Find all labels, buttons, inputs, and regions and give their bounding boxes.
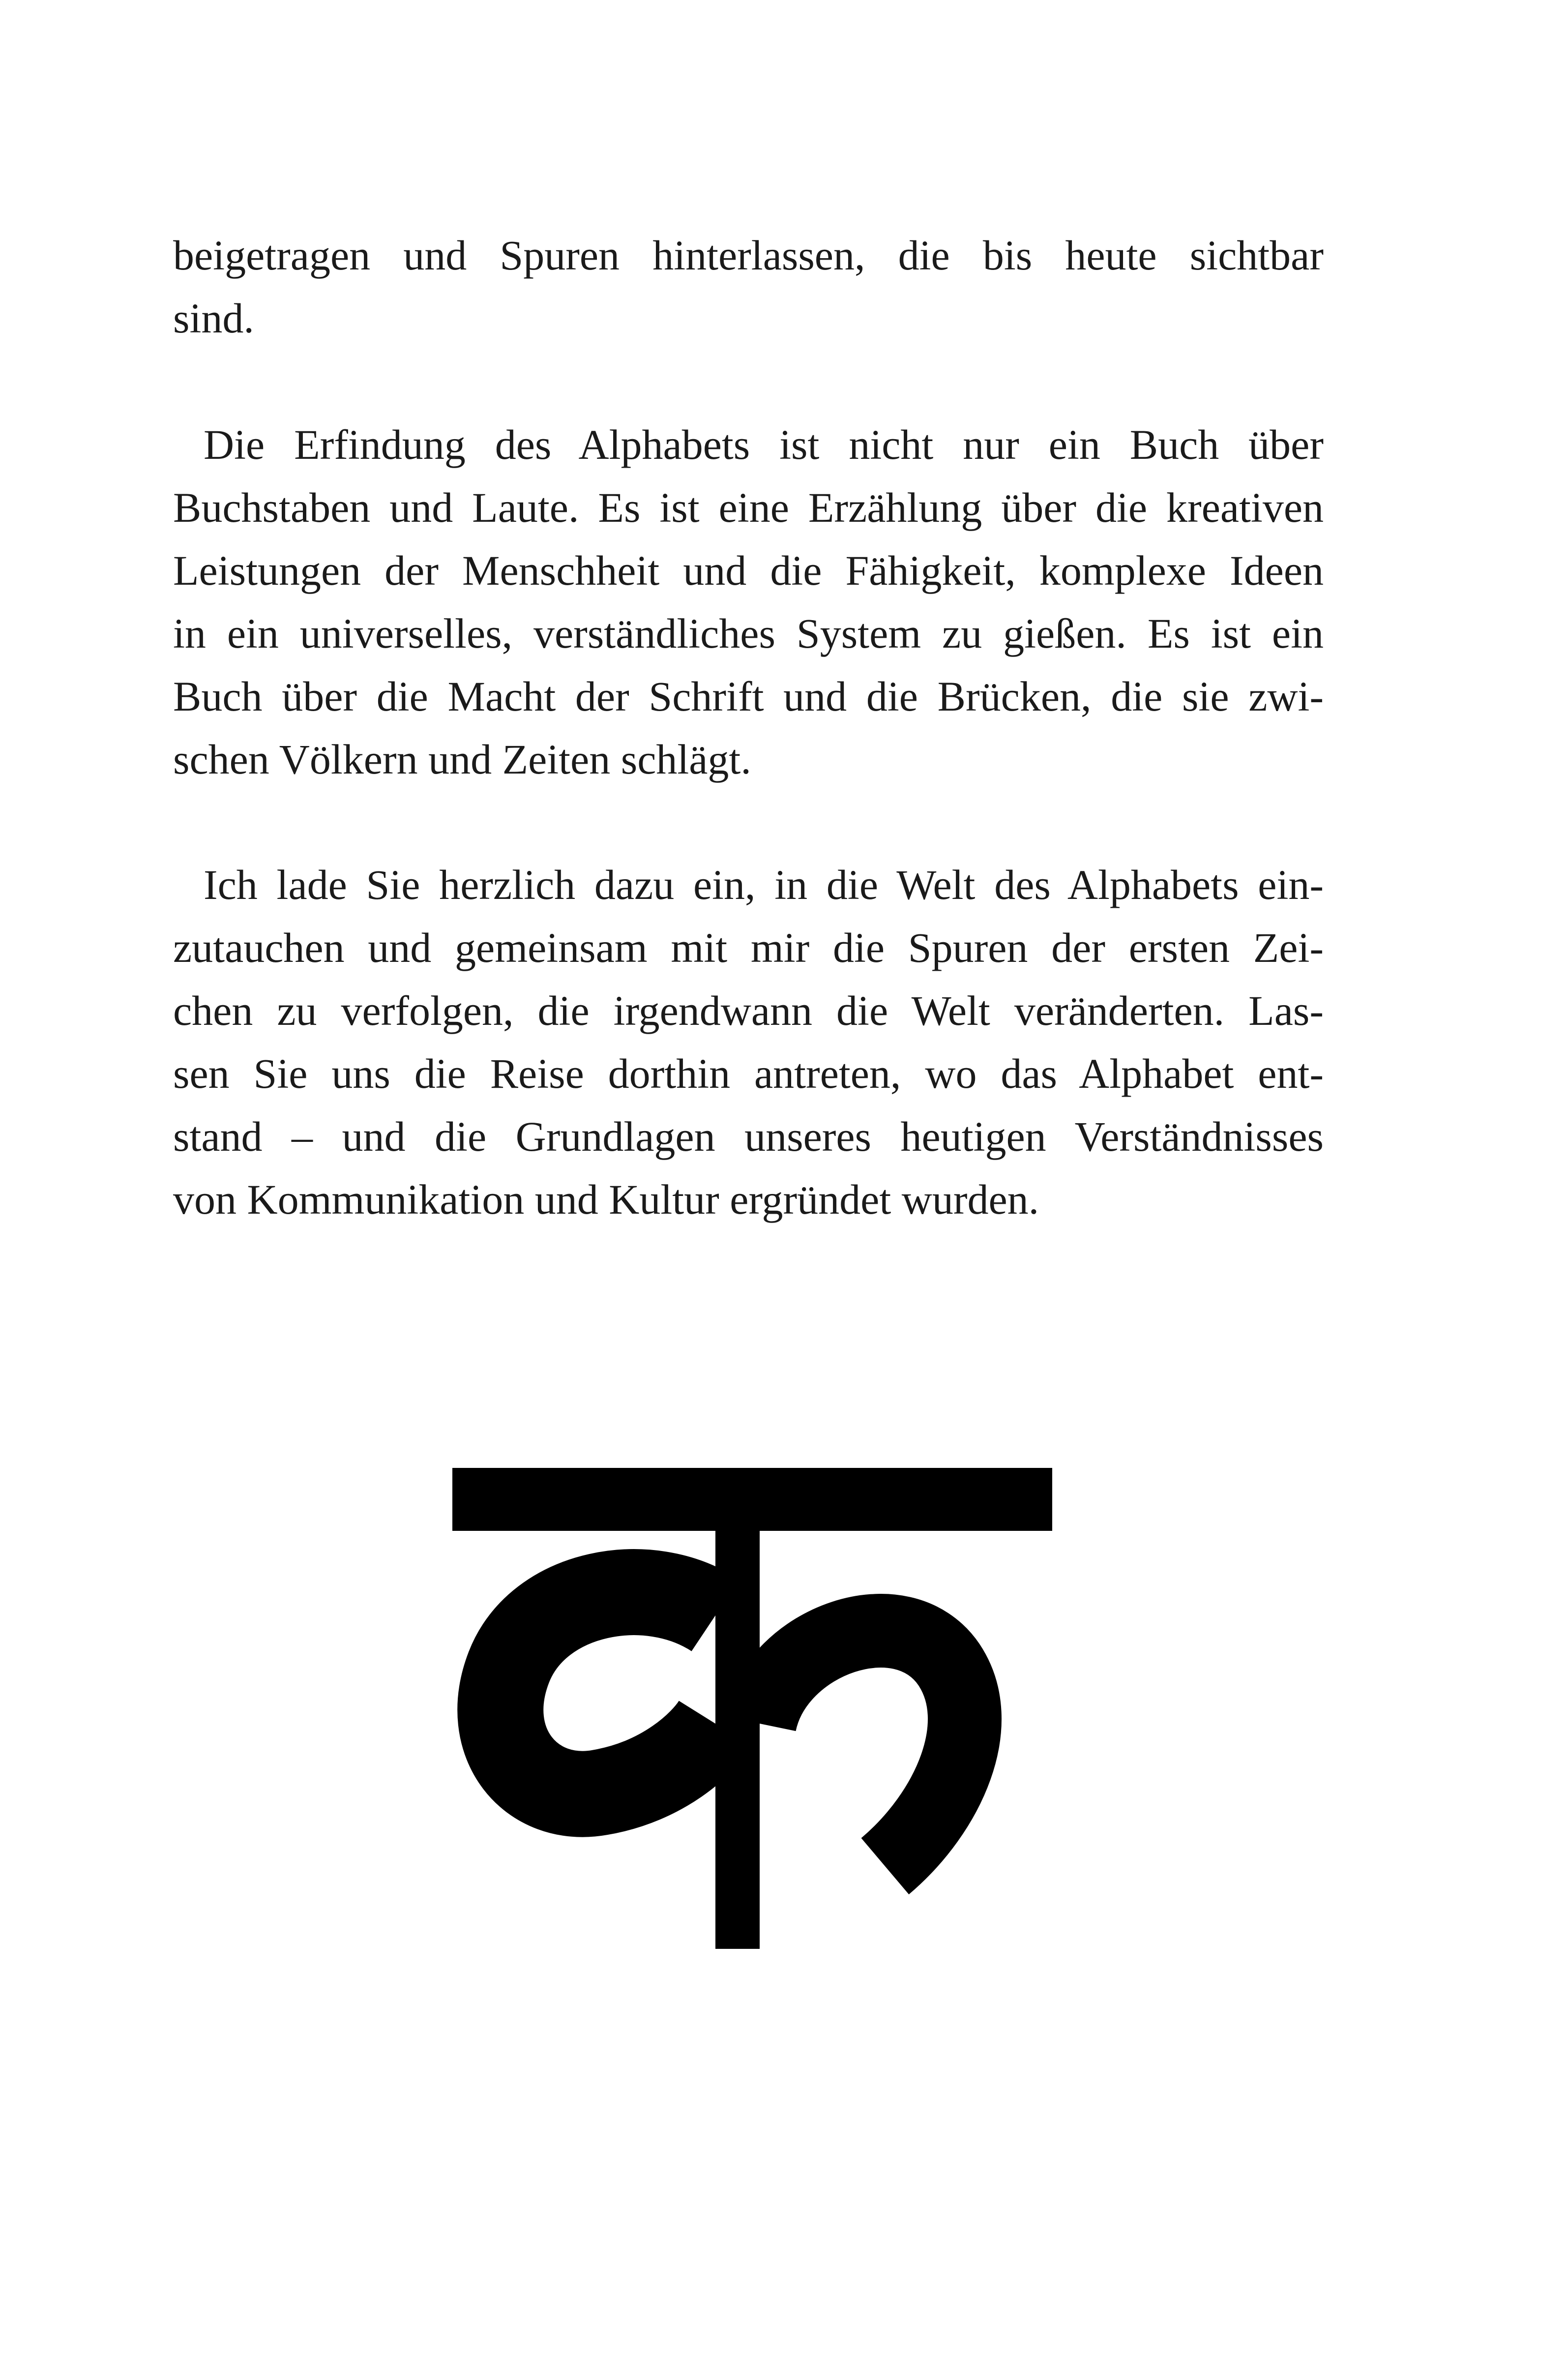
paragraph-line: Ich lade Sie herzlich dazu ein, in die Welt des Alphabets ein- [204,861,1324,908]
paragraph-1 [173,224,1324,350]
paragraph-3 [173,853,1324,1231]
paragraph-line: chen zu verfolgen, die irgendwann die Welt veränderten. Las- [173,987,1324,1034]
devanagari-ka-illustration [452,1468,1052,1950]
paragraph-line: beigetragen und Spuren hinterlassen, die bis heute sichtbar [173,232,1324,279]
paragraph-line: in ein universelles, verständliches System zu gießen. Es ist ein [173,610,1324,657]
paragraph-line: sind. [173,295,254,342]
paragraph-2 [173,413,1324,791]
paragraph-line: zutauchen und gemeinsam mit mir die Spuren der ersten Zei- [173,924,1324,971]
glyph-headline [452,1468,1052,1531]
paragraph-line: Buch über die Macht der Schrift und die Brücken, die sie zwi- [173,673,1324,720]
paragraph-line: stand – und die Grundlagen unseres heutigen Verständnisses [173,1113,1324,1160]
paragraph-line: Buchstaben und Laute. Es ist eine Erzählung über die kreativen [173,484,1324,531]
paragraph-line: sen Sie uns die Reise dorthin antreten, wo das Alphabet ent- [173,1050,1324,1097]
paragraph-line: Leistungen der Menschheit und die Fähigkeit, komplexe Ideen [173,547,1324,594]
paragraph-line: von Kommunikation und Kultur ergründet wurden. [173,1176,1039,1223]
paragraph-line: Die Erfindung des Alphabets ist nicht nur ein Buch über [204,421,1324,468]
devanagari-ka-icon [452,1468,1052,1949]
glyph-right-hook [760,1631,965,1866]
paragraph-line: schen Völkern und Zeiten schlägt. [173,736,751,783]
glyph-left-loop [501,1592,715,1794]
